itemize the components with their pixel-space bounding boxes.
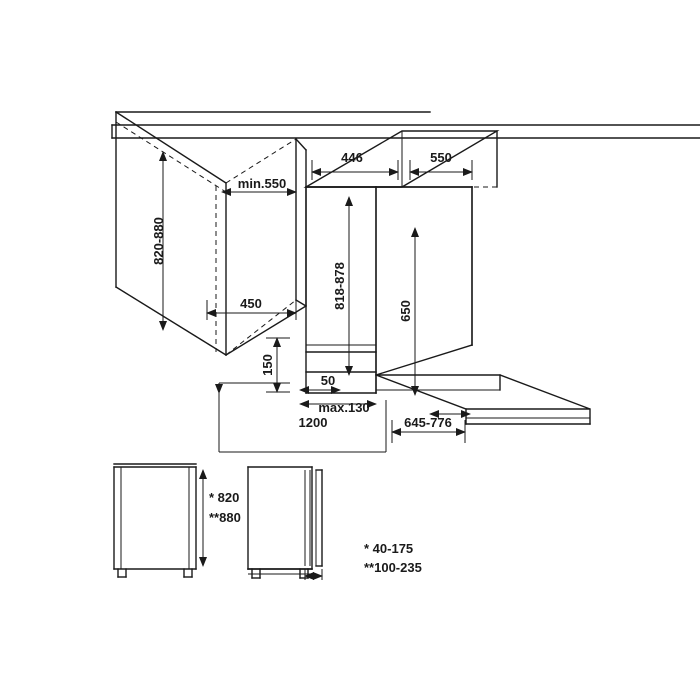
label-panel-height-880: **880 (209, 510, 241, 525)
dim-label-min-depth: min.550 (237, 176, 287, 191)
label-panel-height-820: * 820 (209, 490, 240, 505)
dim-label-max-projection: max.130 (318, 400, 370, 415)
dim-label-inner-height: 650 (398, 300, 413, 322)
dim-label-plinth-recess: 50 (320, 373, 336, 388)
dim-label-cabinet-depth: 450 (240, 296, 262, 311)
dim-label-cabinet-height: 820-880 (151, 217, 166, 265)
dim-label-hose-length: 1200 (298, 415, 328, 430)
dim-label-appliance-width: 446 (341, 150, 363, 165)
dim-label-overall-depth: 550 (430, 150, 452, 165)
dim-label-door-swing: 645-776 (404, 415, 452, 430)
footnote-double-star: **100-235 (364, 560, 422, 575)
dim-label-plinth-height: 150 (260, 354, 275, 376)
footnote-single-star: * 40-175 (364, 541, 414, 556)
dim-label-appliance-height: 818-878 (332, 262, 347, 310)
